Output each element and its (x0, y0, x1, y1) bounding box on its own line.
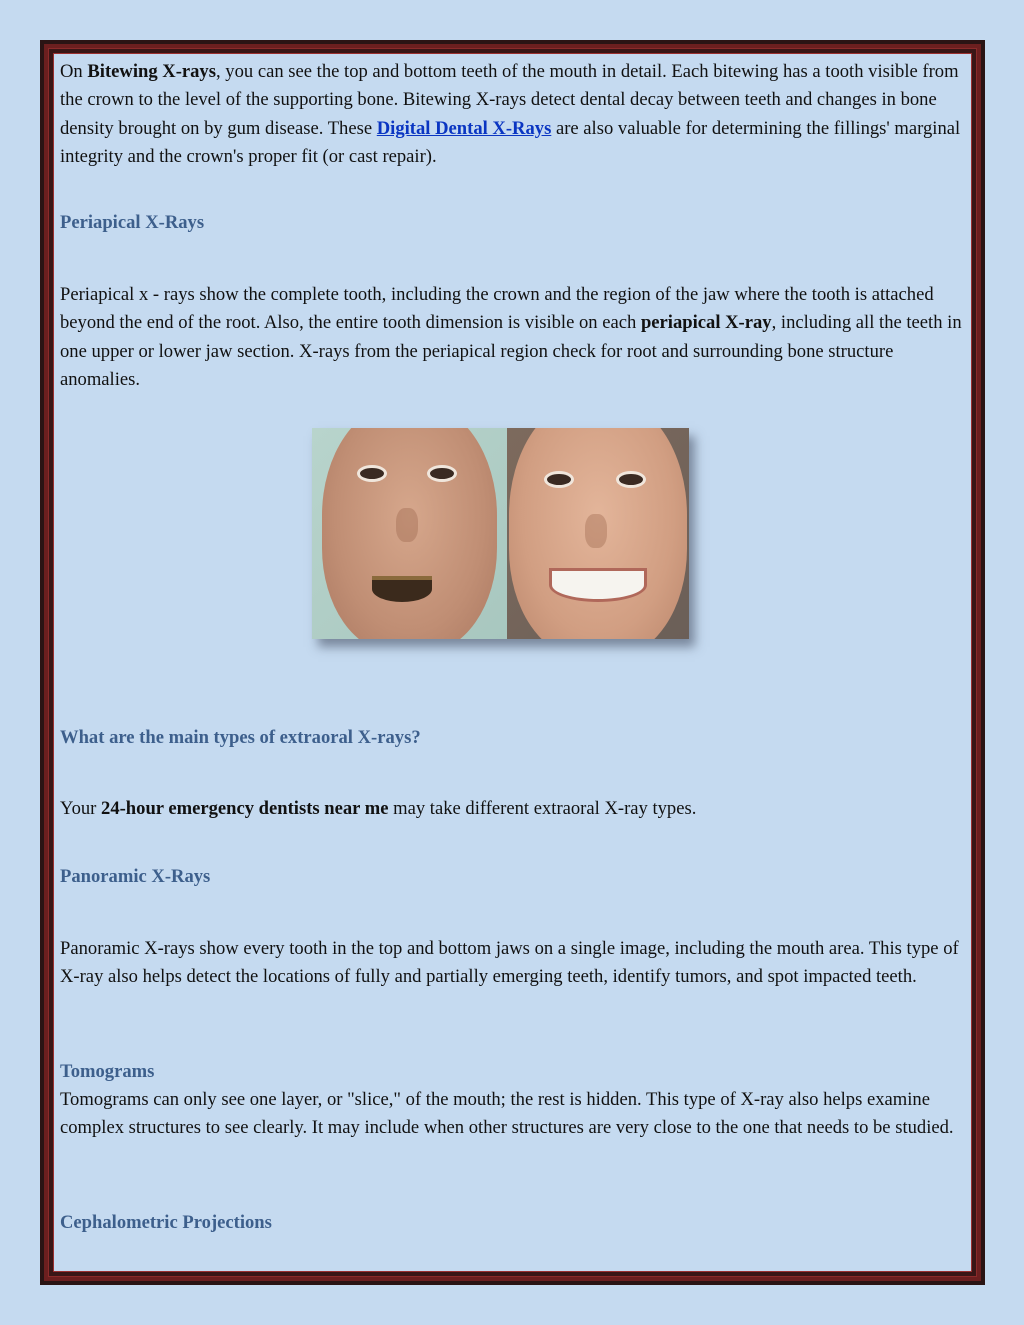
bitewing-term: Bitewing X-rays (87, 61, 216, 82)
after-photo (507, 428, 689, 639)
bitewing-section (60, 58, 965, 172)
after-left-eye (547, 474, 571, 485)
extraoral-section (60, 795, 965, 823)
before-right-eye (430, 468, 454, 479)
extraoral-heading: What are the main types of extraoral X-rays? (60, 727, 421, 748)
after-mouth (549, 568, 647, 602)
panoramic-paragraph: Panoramic X-rays show every tooth in the top and bottom jaws on a single image, including the mouth area. This type of X-ray also helps detect the locations of fully and partially emerging teeth, identify tumors, and spot impacted teeth. (60, 938, 959, 988)
bitewing-text-1: , you can see the top and bottom teeth of the mouth in detail. Each bitewing has a tooth visible from the crown to the level of the supporting bone. Bitewing X-rays detect dental decay between teeth and changes in bone density brought on by gum disease. These (60, 61, 959, 139)
cephalometric-heading-wrap (60, 1209, 965, 1237)
periapical-section (60, 281, 965, 395)
extraoral-prefix: Your (60, 798, 102, 819)
tomograms-section (60, 1058, 965, 1143)
extraoral-heading-wrap (60, 724, 965, 752)
before-photo (312, 428, 507, 639)
extraoral-paragraph (60, 795, 965, 823)
emergency-dentists-term: 24-hour emergency dentists near me (101, 798, 389, 819)
bitewing-paragraph (60, 58, 965, 172)
periapical-term: periapical X-ray (640, 312, 772, 334)
periapical-heading-wrap (60, 209, 965, 237)
panoramic-heading-wrap (60, 863, 965, 891)
periapical-paragraph (60, 281, 965, 395)
extraoral-text: may take different extraoral X-ray types. (388, 798, 697, 819)
bitewing-text-2: are also valuable for determining the fillings' marginal integrity and the crown's proper fit (or cast repair). (60, 117, 961, 168)
before-after-photo (312, 428, 689, 639)
periapical-text-2: , including all the teeth in one upper or lower jaw section. X-rays from the periapical region check for root and surrounding bone structure anomalies. (60, 312, 962, 391)
bitewing-prefix: On (60, 61, 88, 82)
cephalometric-heading: Cephalometric Projections (60, 1212, 272, 1233)
tomograms-paragraph: Tomograms can only see one layer, or "slice," of the mouth; the rest is hidden. This type of X-ray also helps examine complex structures to see clearly. It may include when other structures are very close to the one that needs to be studied. (60, 1089, 954, 1139)
periapical-text-1: Periapical x - rays show the complete tooth, including the crown and the region of the jaw where the tooth is attached beyond the end of the root. Also, the entire tooth dimension is visible on each (60, 284, 934, 334)
digital-dental-xrays-link[interactable]: Digital Dental X-Rays (376, 117, 552, 139)
before-mouth (372, 576, 432, 602)
after-nose (585, 514, 607, 548)
panoramic-section (60, 935, 965, 992)
before-nose (396, 508, 418, 542)
periapical-heading: Periapical X-Rays (60, 212, 205, 233)
after-right-eye (619, 474, 643, 485)
panoramic-heading: Panoramic X-Rays (60, 866, 211, 887)
before-left-eye (360, 468, 384, 479)
tomograms-heading: Tomograms (60, 1061, 155, 1082)
